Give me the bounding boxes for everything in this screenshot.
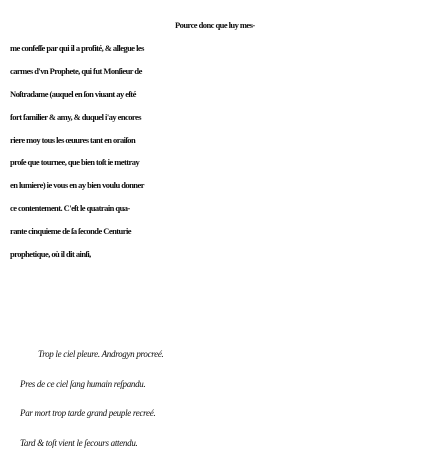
prose-line: Pource donc que luy mes- (175, 20, 255, 30)
quatrain-line: Tard & toſt vient le ſecours attendu. (20, 437, 138, 448)
prose-line: ce contentement. C'eſt le quatrain qua- (10, 203, 130, 214)
quatrain-line: Trop le ciel pleure. Androgyn procreé. (38, 349, 164, 359)
prose-line: en lumiere) ie vous en ay bien voulu donner (10, 180, 144, 191)
quatrain-line: Pres de ce ciel ſang humain reſpandu. (20, 378, 146, 389)
quatrain-line: Par mort trop tarde grand peuple recreé. (20, 408, 156, 418)
prose-line: proſe que tournee, que bien toſt ie mettray (10, 157, 140, 168)
prose-line: riere moy tous les œuures tant en oraiſon (10, 134, 136, 145)
quatrain (20, 340, 435, 458)
prose-line: prophetique, où il dit ainſi, (10, 249, 91, 260)
prose-line: rante cinquieme de ſa ſeconde Centurie (10, 226, 131, 237)
prose-line: me confeſſe par qui il a profité, & allegue les (10, 42, 144, 53)
prose-line: Noſtradame (auquel en ſon viuant ay eſté (10, 88, 136, 99)
prose-line: fort familier & amy, & duquel i'ay encores (10, 111, 141, 122)
prose-paragraph (10, 14, 430, 266)
prose-line: carmes d'vn Prophete, qui fut Monſieur de (10, 65, 142, 76)
